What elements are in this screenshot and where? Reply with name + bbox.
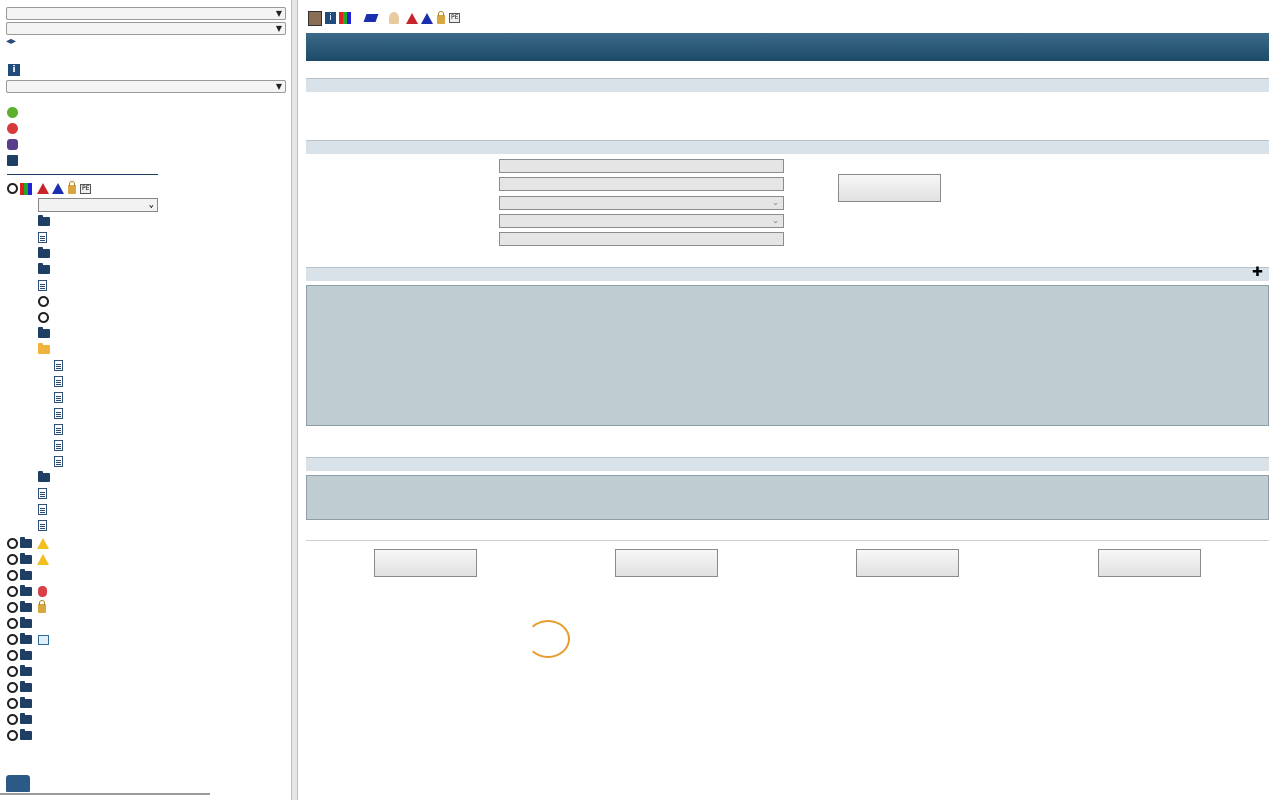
patient-list-item[interactable] [7, 552, 49, 567]
folder-icon [20, 539, 32, 548]
document-icon [54, 360, 63, 371]
print-button[interactable] [856, 549, 959, 577]
case-select[interactable]: ⌄ [38, 198, 158, 212]
patient-list-item[interactable] [7, 728, 34, 743]
patient-list-item[interactable] [7, 696, 34, 711]
folder-icon [20, 603, 32, 612]
folder-icon [20, 667, 32, 676]
expand-arrows-icon[interactable]: ◂▸ [6, 36, 17, 47]
folder-icon [20, 619, 32, 628]
warning-icon [37, 554, 49, 565]
document-icon [38, 232, 47, 243]
services-button[interactable] [838, 174, 941, 202]
info-icon[interactable]: i [8, 64, 20, 76]
person-icon [389, 12, 399, 24]
date-field[interactable] [499, 159, 784, 173]
divider [306, 540, 1269, 541]
login-icon [7, 107, 18, 118]
document-icon [54, 456, 63, 467]
logout-icon [7, 123, 18, 134]
subsystem-field[interactable] [499, 232, 784, 246]
folder-icon [38, 249, 50, 258]
patient-list-item[interactable] [7, 584, 47, 599]
tree-item[interactable] [54, 438, 69, 453]
divider [7, 174, 158, 175]
folder-icon [38, 345, 50, 354]
patient-list-item[interactable] [7, 600, 46, 615]
section-auftrag [306, 78, 1269, 92]
tree-item[interactable] [54, 374, 69, 389]
tree-item[interactable] [54, 454, 69, 469]
warning-blue-icon [52, 183, 64, 194]
warning-icon [37, 538, 49, 549]
folder-icon [20, 731, 32, 740]
search-icon [38, 296, 49, 307]
lock-icon [437, 15, 445, 24]
document-icon [38, 504, 47, 515]
user-icon [7, 139, 18, 150]
folder-icon [38, 473, 50, 482]
bed-icon [364, 14, 379, 22]
tree-item[interactable] [54, 406, 69, 421]
tree-item[interactable] [38, 246, 52, 261]
tree-item[interactable] [38, 278, 50, 293]
document-icon [38, 520, 47, 531]
tree-item-active[interactable] [54, 358, 69, 373]
amc-logo [526, 620, 570, 658]
folder-icon [20, 555, 32, 564]
save-button[interactable] [374, 549, 477, 577]
send-button[interactable] [615, 549, 718, 577]
calendar-icon [38, 635, 49, 645]
patient-list-item[interactable] [7, 680, 34, 695]
tree-item[interactable] [38, 310, 51, 325]
color-grid-icon [20, 183, 32, 195]
patient-list-item[interactable] [7, 632, 49, 647]
search-icon[interactable] [7, 730, 18, 741]
pe-icon: PE [451, 14, 459, 21]
folder-icon [20, 683, 32, 692]
tree-item[interactable] [38, 342, 52, 357]
tree-item[interactable] [38, 502, 50, 517]
document-icon [54, 424, 63, 435]
tree-item[interactable] [38, 230, 50, 245]
person2-select[interactable]: ⌄ [499, 214, 784, 228]
tree-item[interactable] [38, 214, 52, 229]
kurztext-textarea[interactable] [306, 285, 1269, 426]
page-title [306, 33, 1269, 61]
search-icon[interactable] [7, 650, 18, 661]
warning-red-icon [406, 13, 418, 24]
patient-list-item[interactable] [7, 616, 34, 631]
info-icon[interactable]: i [325, 12, 336, 24]
lock-icon [38, 604, 46, 613]
current-patient[interactable] [7, 181, 91, 196]
search-icon[interactable] [7, 714, 18, 725]
search-icon[interactable] [7, 682, 18, 693]
patient-list-item[interactable] [7, 568, 34, 583]
station-select[interactable]: ▼ [6, 7, 286, 20]
search-icon[interactable] [7, 602, 18, 613]
document-icon [38, 488, 47, 499]
patient-list-item[interactable] [7, 536, 49, 551]
section-kurztext [306, 267, 1269, 281]
tree-item[interactable] [54, 390, 69, 405]
folder-icon [20, 571, 32, 580]
nav-user[interactable] [7, 137, 31, 152]
sidebar [0, 0, 291, 800]
search-icon[interactable] [7, 618, 18, 629]
tree-item[interactable] [38, 294, 51, 309]
patient-header [308, 8, 460, 28]
station-icon [7, 155, 18, 166]
search-icon[interactable] [7, 183, 18, 194]
time-field[interactable] [499, 177, 784, 191]
folder-icon [20, 715, 32, 724]
search-icon[interactable] [7, 634, 18, 645]
person1-select[interactable]: ⌄ [499, 196, 784, 210]
section-leistung [306, 140, 1269, 154]
search-icon[interactable] [7, 554, 18, 565]
document-icon [54, 408, 63, 419]
sidebar-scrollbar[interactable] [0, 793, 210, 795]
document-icon [38, 280, 47, 291]
document-icon [54, 376, 63, 387]
add-icon[interactable]: ✚ [1252, 265, 1263, 280]
search-icon[interactable] [7, 698, 18, 709]
color-grid-icon [339, 12, 351, 24]
lock-icon [68, 185, 76, 194]
tree-item[interactable] [38, 486, 50, 501]
pe-icon: PE [82, 184, 90, 192]
back-button[interactable] [1098, 549, 1201, 577]
nav-station[interactable] [7, 153, 31, 168]
folder-icon [20, 587, 32, 596]
patient-list-item[interactable] [7, 664, 34, 679]
folder-icon [38, 217, 50, 226]
hand-icon [38, 586, 47, 597]
folder-icon [38, 265, 50, 274]
nav-login[interactable] [7, 105, 31, 120]
station-type-select[interactable]: ▼ [6, 22, 286, 35]
printer-icon[interactable] [6, 775, 30, 792]
summary-textarea[interactable] [306, 475, 1269, 520]
tree-item[interactable] [38, 518, 50, 533]
warning-red-icon [37, 183, 49, 194]
folder-icon [38, 329, 50, 338]
patient-list-item[interactable] [7, 648, 34, 663]
panel-divider[interactable] [291, 0, 298, 800]
patient-photo-icon[interactable] [308, 11, 322, 26]
tree-item[interactable] [38, 470, 52, 485]
folder-icon [20, 699, 32, 708]
patient-list-item[interactable] [7, 712, 34, 727]
search-icon[interactable] [7, 586, 18, 597]
nav-logout[interactable] [7, 121, 31, 136]
document-icon [54, 392, 63, 403]
warning-blue-icon [421, 13, 433, 24]
folder-icon [20, 635, 32, 644]
folder-icon [20, 651, 32, 660]
main-content [298, 0, 1280, 800]
tree-item[interactable] [38, 326, 52, 341]
search-icon[interactable] [7, 570, 18, 581]
search-icon [38, 312, 49, 323]
search-icon[interactable] [7, 666, 18, 677]
tree-item[interactable] [38, 262, 52, 277]
section-summary [306, 457, 1269, 471]
tree-item[interactable] [54, 422, 69, 437]
document-icon [54, 440, 63, 451]
view-select[interactable]: ▼ [6, 80, 286, 93]
search-icon[interactable] [7, 538, 18, 549]
